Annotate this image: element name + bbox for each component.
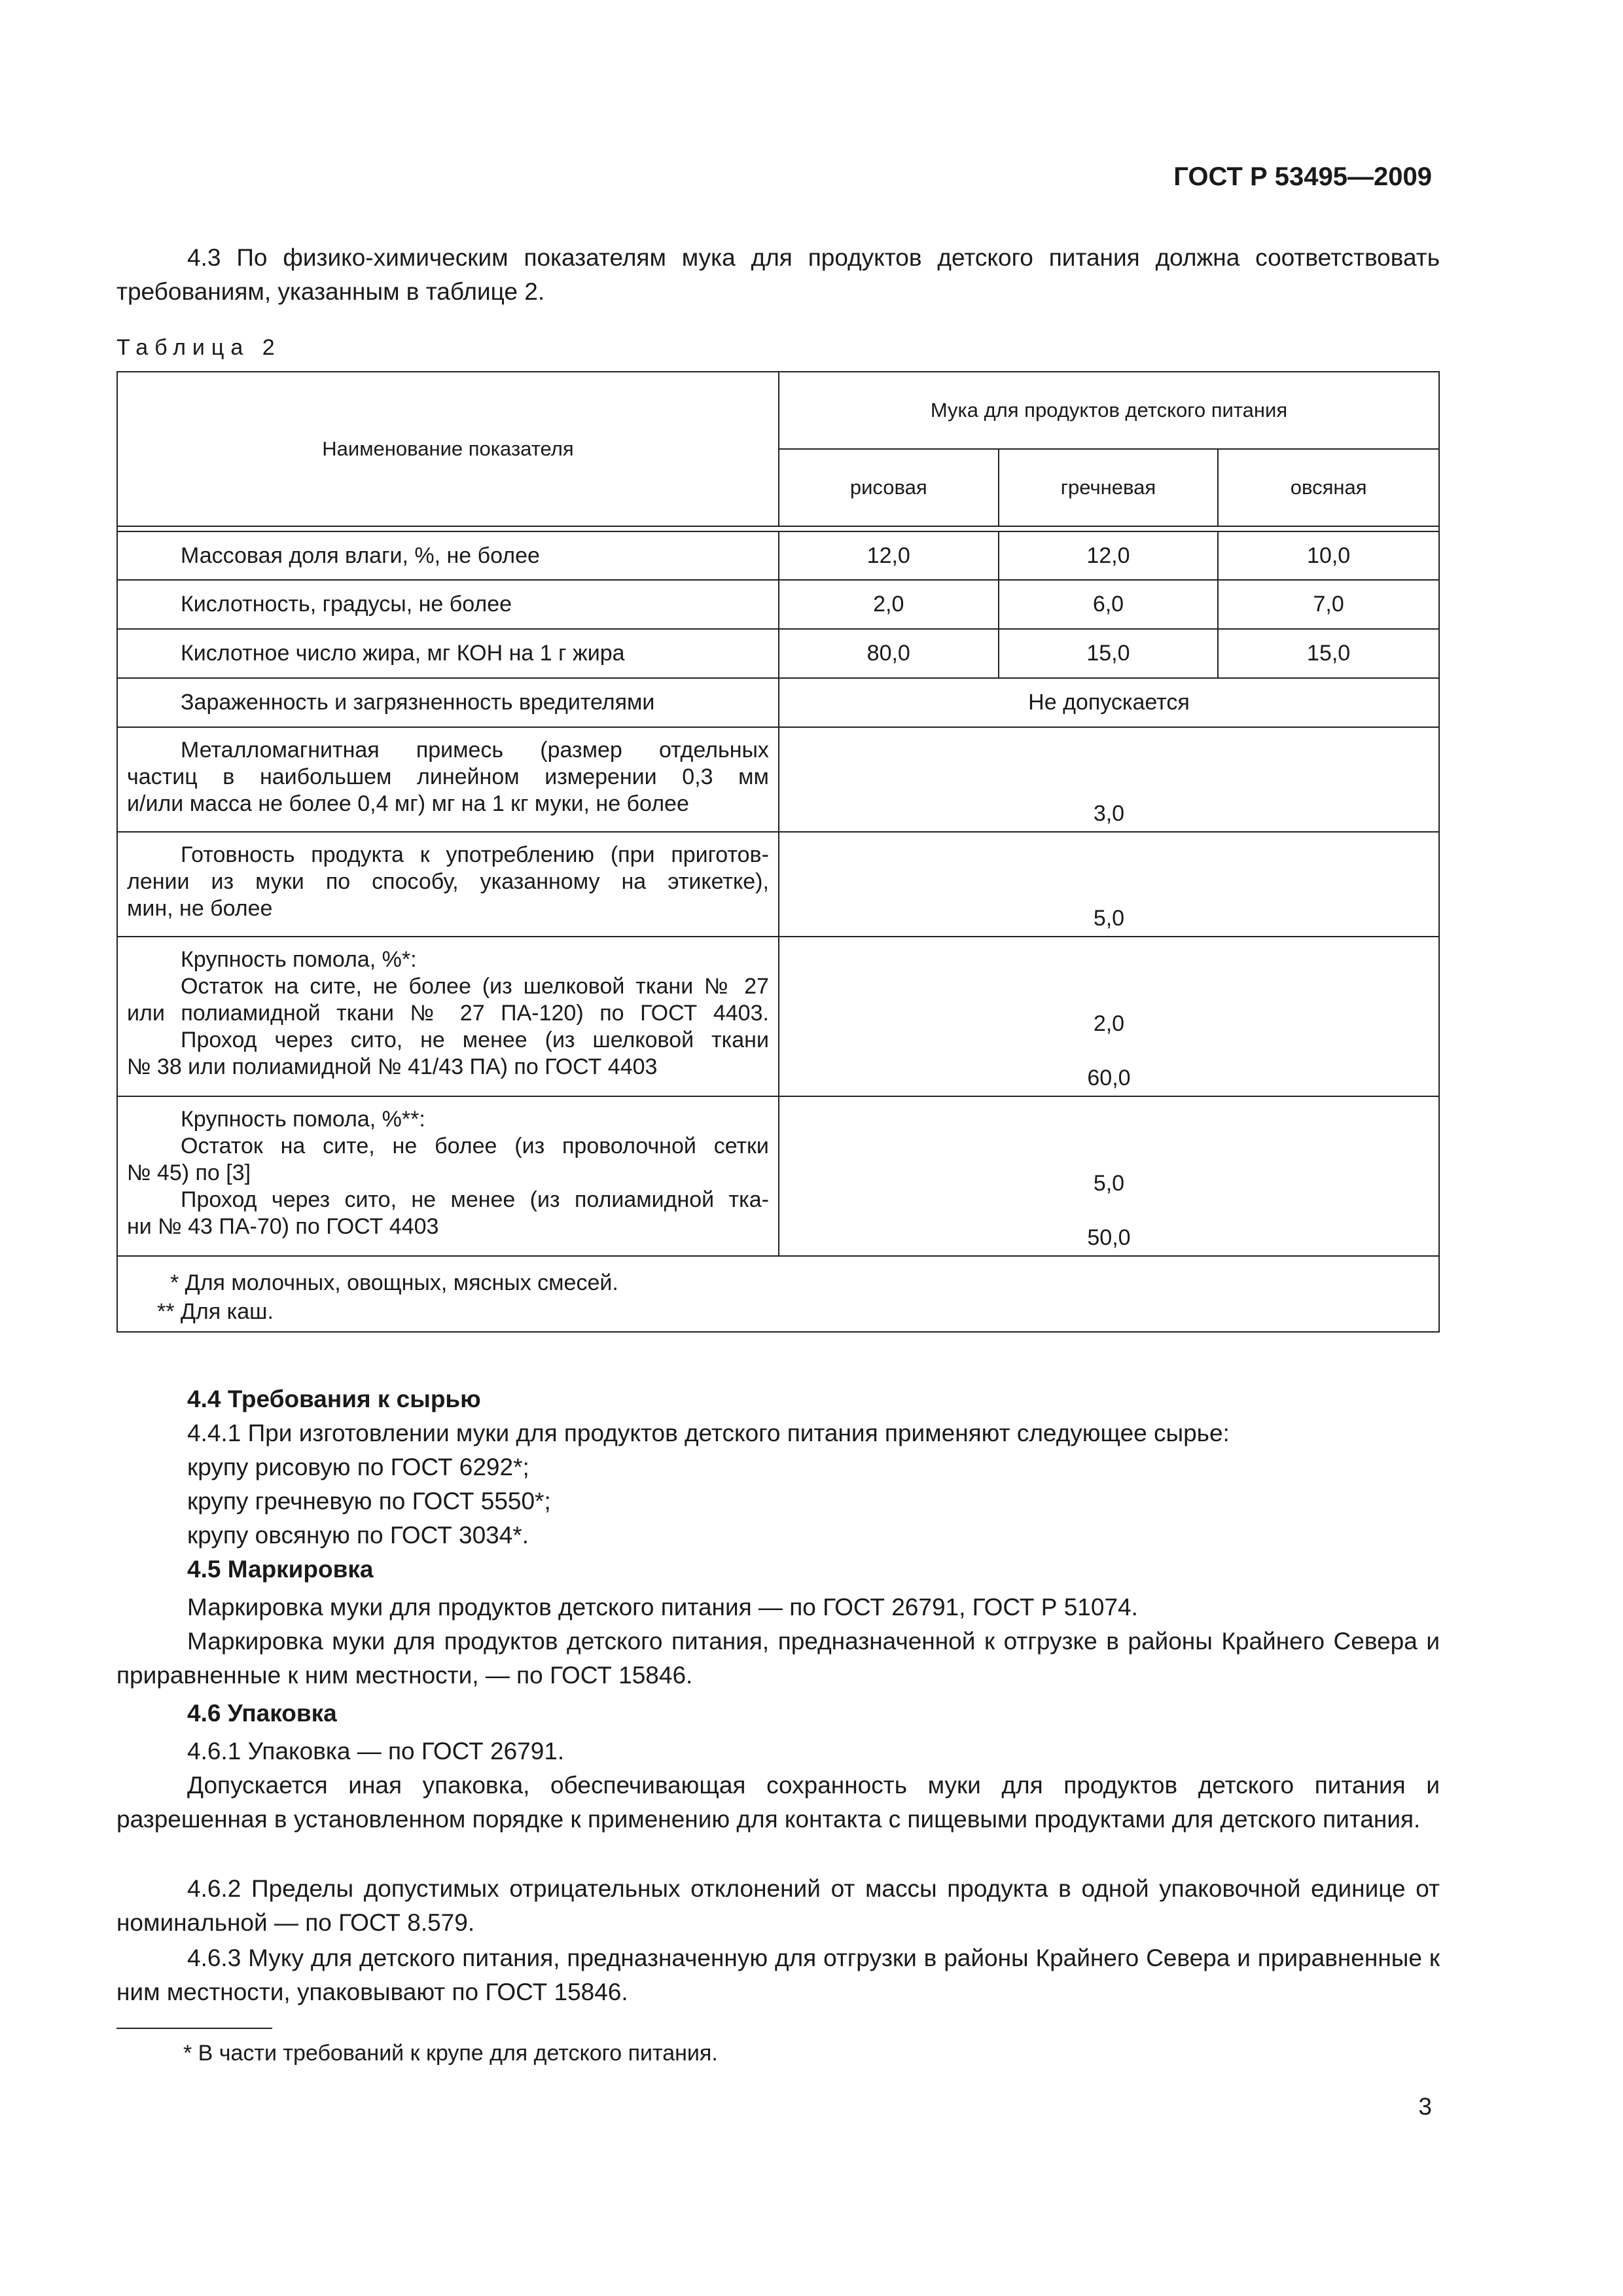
row-metal-impurity-name: Металломагнитная примесь (размер отдельных частиц в наибольшем линейном измерении 0,3 мм и/или масса не более 0,4 мг) мг на 1 кг муки, не более — [117, 727, 779, 832]
table-notes — [117, 1256, 1439, 1332]
s45-line-1: Маркировка муки для продуктов детского питания — по ГОСТ 26791, ГОСТ Р 51074. — [187, 1594, 1138, 1621]
s46-paragraph-2: Допускается иная упаковка, обеспечивающая сохранность муки для продуктов детского питания и разрешенная в установленном порядке к применению для контакта с пищевыми продуктами для детского питания. — [116, 1772, 1440, 1833]
footnote-separator — [116, 2028, 272, 2029]
s44-line-1: 4.4.1 При изготовлении муки для продуктов детского питания применяют следующее сырье: — [187, 1420, 1230, 1446]
cell-fat-acid-oat: 15,0 — [1218, 629, 1439, 678]
header-indicator-name: Наименование показателя — [117, 372, 779, 526]
table-row — [117, 1096, 1439, 1256]
cell-moisture-oat: 10,0 — [1218, 531, 1439, 580]
table-note-2: ** Для каш. — [157, 1299, 274, 1324]
cell-moisture-buckwheat: 12,0 — [999, 531, 1219, 580]
cell-grind-porridge-values: 5,0 50,0 — [779, 1096, 1439, 1256]
row-readiness-name: Готовность продукта к употреблению (при приготов- лении из муки по способу, указанному на этикетке), мин, не более — [117, 832, 779, 937]
heading-4-6: 4.6 Упаковка — [187, 1700, 337, 1727]
table-row — [117, 937, 1439, 1096]
cell-fat-acid-rice: 80,0 — [779, 629, 999, 678]
table-row — [117, 832, 1439, 937]
s44-line-2: крупу рисовую по ГОСТ 6292*; — [187, 1454, 529, 1480]
table-notes-row — [117, 1256, 1439, 1332]
paragraph-4-3: 4.3 По физико-химическим показателям мука для продуктов детского питания должна соответствовать требованиям, указанным в таблице 2. — [116, 244, 1440, 305]
header-buckwheat: гречневая — [999, 449, 1219, 526]
row-fat-acid-name: Кислотное число жира, мг КОН на 1 г жира — [117, 629, 779, 678]
table-row — [117, 629, 1439, 678]
s44-line-3: крупу гречневую по ГОСТ 5550*; — [187, 1488, 551, 1515]
header-rice: рисовая — [779, 449, 999, 526]
row-acidity-name: Кислотность, градусы, не более — [117, 580, 779, 629]
s46-line-1: 4.6.1 Упаковка — по ГОСТ 26791. — [187, 1738, 565, 1765]
document-code-header: ГОСТ Р 53495—2009 — [1173, 162, 1432, 191]
heading-4-5: 4.5 Маркировка — [187, 1556, 374, 1583]
row-grind-milk-name: Крупность помола, %*: Остаток на сите, не более (из шелковой ткани № 27 или полиамидной ткани № 27 ПА-120) по ГОСТ 4403. Проход через сито, не менее (из шелковой ткани № 38 или полиамидной № 41/43 ПА) по ГОСТ 4403 — [117, 937, 779, 1096]
requirements-table — [116, 371, 1440, 1333]
row-grind-porridge-name: Крупность помола, %**: Остаток на сите, не более (из проволочной сетки № 45) по [3] Проход через сито, не менее (из полиамидной тка- ни № 43 ПА-70) по ГОСТ 4403 — [117, 1096, 779, 1256]
s45-paragraph-2: Маркировка муки для продуктов детского питания, предназначенной к отгрузке в районы Крайнего Севера и приравненные к ним местности, — по ГОСТ 15846. — [116, 1628, 1440, 1689]
s46-paragraph-4: 4.6.3 Муку для детского питания, предназначенную для отгрузки в районы Крайнего Севера и приравненные к ним местности, упаковывают по ГОСТ 15846. — [116, 1945, 1440, 2005]
header-oat: овсяная — [1218, 449, 1439, 526]
table-row — [117, 531, 1439, 580]
cell-moisture-rice: 12,0 — [779, 531, 999, 580]
header-flour-group: Мука для продуктов детского питания — [779, 372, 1439, 449]
header-separator — [117, 526, 1439, 531]
cell-acidity-rice: 2,0 — [779, 580, 999, 629]
cell-fat-acid-buckwheat: 15,0 — [999, 629, 1219, 678]
cell-metal-impurity-value: 3,0 — [779, 727, 1439, 832]
row-pests-name: Зараженность и загрязненность вредителями — [117, 678, 779, 727]
heading-4-4: 4.4 Требования к сырью — [187, 1386, 481, 1412]
table-caption: Таблица 2 — [116, 335, 281, 360]
row-moisture-name: Массовая доля влаги, %, не более — [117, 531, 779, 580]
table-row — [117, 727, 1439, 832]
cell-grind-milk-values: 2,0 60,0 — [779, 937, 1439, 1096]
table-note-1: * Для молочных, овощных, мясных смесей. — [170, 1270, 618, 1295]
cell-acidity-buckwheat: 6,0 — [999, 580, 1219, 629]
cell-pests-value: Не допускается — [779, 678, 1439, 727]
table-row — [117, 580, 1439, 629]
page-number: 3 — [1418, 2093, 1432, 2120]
cell-readiness-value: 5,0 — [779, 832, 1439, 937]
table-row — [117, 678, 1439, 727]
cell-acidity-oat: 7,0 — [1218, 580, 1439, 629]
s44-line-4: крупу овсяную по ГОСТ 3034*. — [187, 1522, 529, 1549]
s46-paragraph-3: 4.6.2 Пределы допустимых отрицательных отклонений от массы продукта в одной упаковочной единице от номинальной — по ГОСТ 8.579. — [116, 1875, 1440, 1936]
footnote: * В части требований к крупе для детского питания. — [183, 2041, 718, 2066]
